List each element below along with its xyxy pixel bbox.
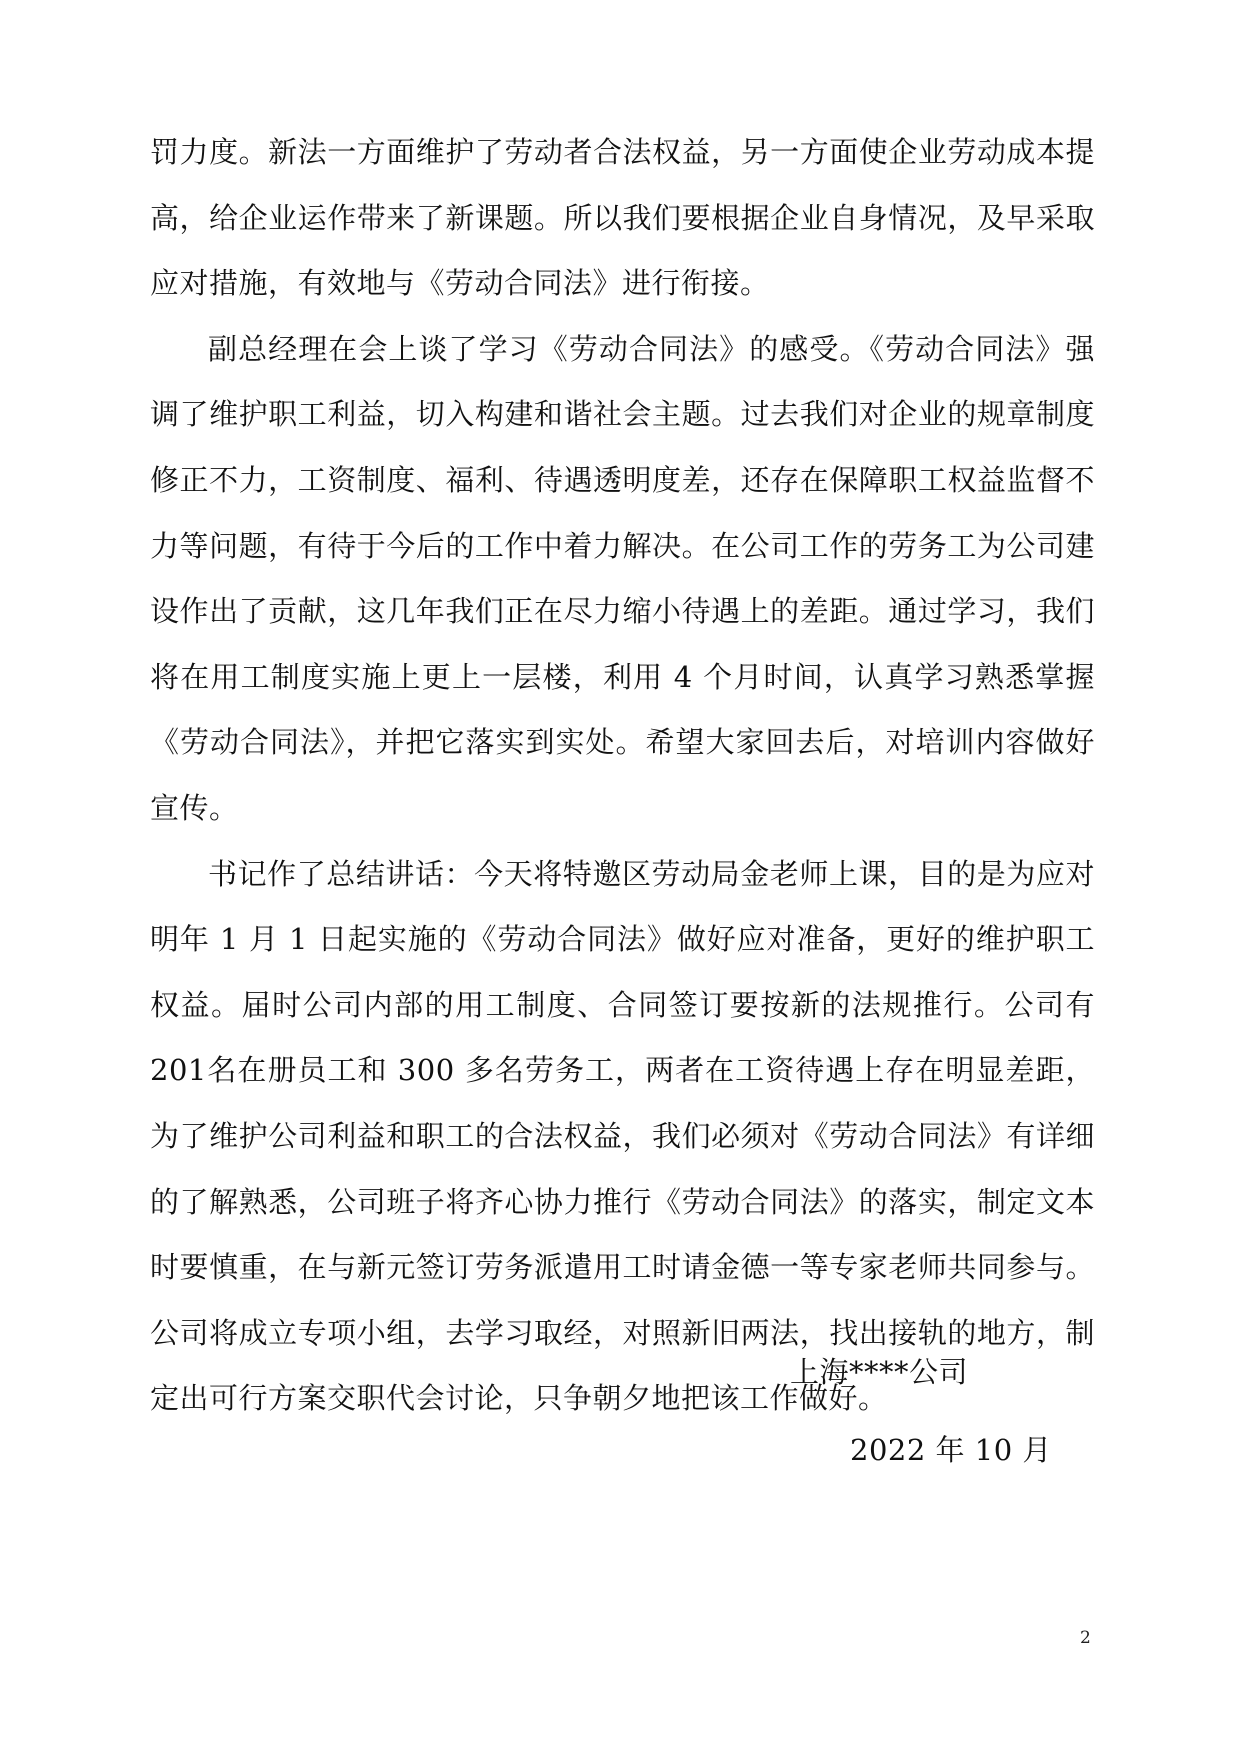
paragraph-continuation: 罚力度。新法一方面维护了劳动者合法权益，另一方面使企业劳动成本提高，给企业运作带来了新课题。所以我们要根据企业自身情况，及早采取应对措施，有效地与《劳动合同法》进行衔接。 <box>150 135 1095 301</box>
paragraph-deputy-manager: 副总经理在会上谈了学习《劳动合同法》的感受。《劳动合同法》强调了维护职工利益，切入构建和谐社会主题。过去我们对企业的规章制度修正不力，工资制度、福利、待遇透明度差，还存在保障职工权益监督不力等问题，有待于今后的工作中着力解决。在公司工作的劳务工为公司建设作出了贡献，这几年我们正在尽力缩小待遇上的差距。通过学习，我们将在用工制度实施上更上一层楼，利用 4 个月时间，认真学习熟悉掌握《劳动合同法》，并把它落实到实处。希望大家回去后，对培训内容做好宣传。 <box>150 331 1095 825</box>
document-body <box>150 120 1095 1432</box>
signature-company: 上海****公司 <box>790 1355 969 1389</box>
paragraph-secretary-summary: 书记作了总结讲话：今天将特邀区劳动局金老师上课，目的是为应对明年 1 月 1 日起实施的《劳动合同法》做好应对准备，更好的维护职工权益。届时公司内部的用工制度、合同签订要按新的法规推行。公司有 201名在册员工和 300 多名劳务工，两者在工资待遇上存在明显差距，为了维护公司利益和职工的合法权益，我们必须对《劳动合同法》有详细的了解熟悉，公司班子将齐心协力推行《劳动合同法》的落实，制定文本时要慎重，在与新元签订劳务派遣用工时请金德一等专家老师共同参与。公司将成立专项小组，去学习取经，对照新旧两法，找出接轨的地方，制定出可行方案交职代会讨论，只争朝夕地把该工作做好。 <box>150 856 1095 1416</box>
signature-date: 2022 年 10 月 <box>850 1433 1052 1467</box>
page-number: 2 <box>1080 1628 1091 1648</box>
